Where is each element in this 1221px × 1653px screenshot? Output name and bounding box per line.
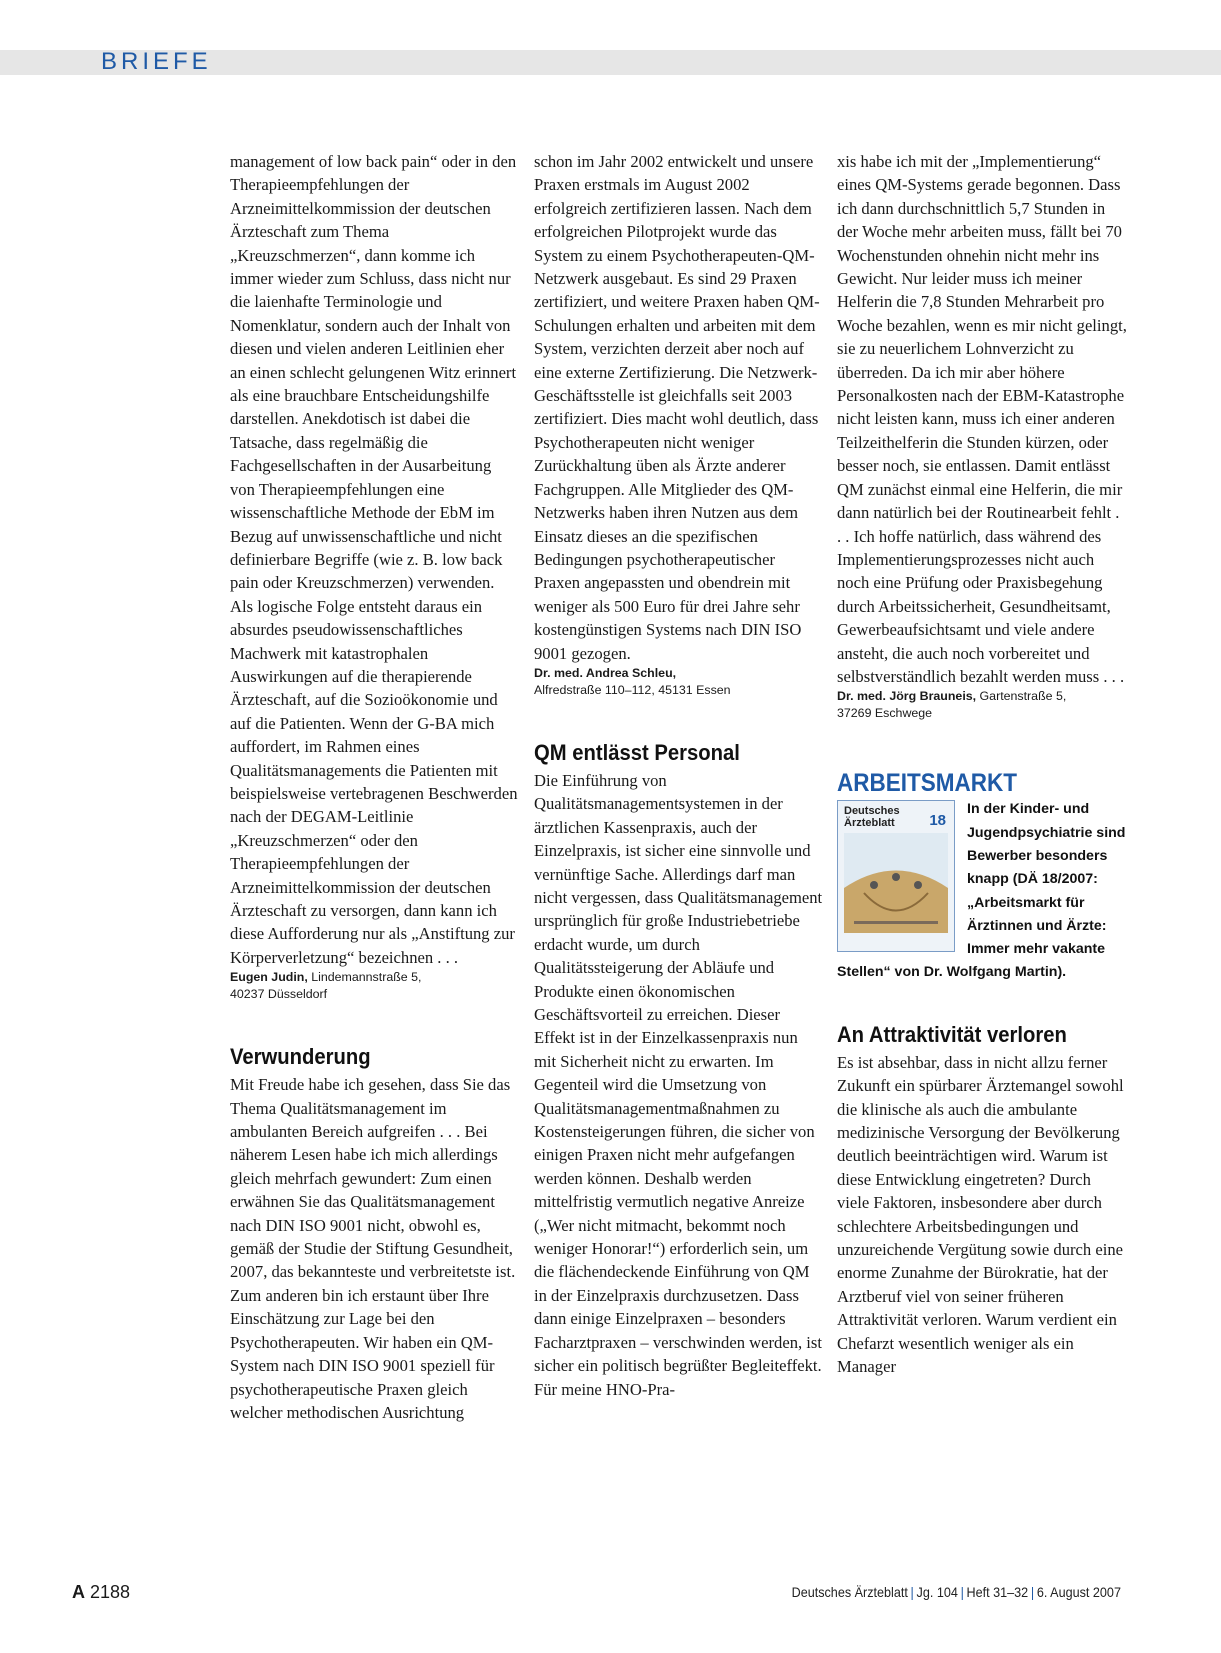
magazine-cover-image: [837, 800, 955, 952]
letter-signature: [534, 665, 824, 699]
page-number-value: 2188: [90, 1582, 131, 1602]
cover-title-line-1: Deutsches: [844, 805, 900, 818]
letter-heading: Verwunderung: [230, 1044, 371, 1070]
author-address: Alfredstraße 110–112, 45131 Essen: [534, 682, 731, 697]
author-name: Eugen Judin,: [230, 970, 308, 985]
column-2: [534, 150, 824, 1401]
author-city: 37269 Eschwege: [837, 706, 933, 721]
letter-text: management of low back pain“ oder in den Therapieempfehlungen der Arzneimittelkommission der deutschen Ärzteschaft zum Thema „Kreuzschmerzen“, dann komme ich immer wieder zum Schluss, dass nicht nur die laienhafte Terminologie und Nomenklatur, sondern auch der Inhalt von diesen und vielen anderen Leitlinien eher an einen schlecht gelungenen Witz erinnert als eine brauchbare Entscheidungshilfe darstellen. Anekdotisch ist dabei die Tatsache, dass regelmäßig die Fachgesellschaften in der Ausarbeitung von Therapieempfehlungen eine wissenschaftliche Methode der EbM im Bezug auf unwissenschaftliche und nicht definierbare Begriffe (wie z. B. low back pain oder Kreuzschmerzen) verwenden. Als logische Folge entsteht daraus ein absurdes pseudowissenschaftliches Machwerk mit katastrophalen Auswirkungen auf die therapierende Ärzteschaft, auf die Sozioökonomie und auf die Patienten. Wenn der G-BA mich auffordert, im Rahmen eines Qualitätsmanagements die Patienten mit beispielsweise vertebragenen Beschwerden nach der DEGAM-Leitlinie „Kreuzschmerzen“ oder den Therapieempfehlungen der Arzneimittelkommission der deutschen Ärzteschaft zu versorgen, dann kann ich diese Aufforderung nur als „Anstiftung zur Körperverletzung“ bezeichnen . . .: [230, 152, 518, 967]
column-3: [837, 150, 1127, 1378]
journal-date: 6. August 2007: [1036, 1584, 1121, 1600]
arbeitsmarkt-box: [837, 798, 1127, 984]
section-label: BRIEFE: [101, 48, 212, 75]
letter-signature: [230, 969, 520, 1003]
letter-heading: QM entlässt Personal: [534, 739, 740, 765]
letter-text: schon im Jahr 2002 entwickelt und unsere Praxen erstmals im August 2002 erfolgreich zertifizieren lassen. Nach dem erfolgreichen Pilotprojekt wurde das System zu einem Psychotherapeuten-QM-Netzwerk ausgebaut. Es sind 29 Praxen zertifiziert, und weitere Praxen haben QM-Schulungen erhalten und arbeiten mit dem System, verzichten derzeit aber noch auf eine externe Zertifizierung. Die Netzwerk-Geschäftsstelle ist gleichfalls seit 2003 zertifiziert. Dies macht wohl deutlich, dass Psychotherapeuten nicht weniger Zurückhaltung üben als Ärzte anderer Fachgruppen. Alle Mitglieder des QM-Netzwerks haben ihren Nutzen aus dem Einsatz dieses an die spezifischen Bedingungen psychotherapeutischer Praxen angepassten und obendrein mit weniger als 500 Euro für drei Jahre sehr kostengünstigen Systems nach DIN ISO 9001 gezogen.: [534, 152, 820, 663]
author-address: Gartenstraße 5,: [976, 689, 1067, 704]
journal-issue: Heft 31–32: [966, 1584, 1029, 1600]
column-1: [230, 150, 520, 1424]
author-address: Lindemannstraße 5,: [307, 970, 422, 985]
page-number: [72, 1582, 130, 1603]
author-name: Dr. med. Andrea Schleu,: [534, 665, 677, 680]
letter-heading: An Attraktivität verloren: [837, 1021, 1067, 1047]
letter-text: xis habe ich mit der „Implementierung“ eines QM-Systems gerade begonnen. Dass ich dann durchschnittlich 5,7 Stunden in der Woche mehr arbeiten muss, fällt bei 70 Wochenstunden ohnehin nicht mehr ins Gewicht. Nur leider muss ich meiner Helferin die 7,8 Stunden Mehrarbeit pro Woche bezahlen, wenn es mir nicht gelingt, sie zu neuerlichem Lohnverzicht zu überreden. Da ich mir aber höhere Personalkosten nach der EBM-Katastrophe nicht leisten kann, muss ich einer anderen Teilzeithelferin die Stunden kürzen, oder besser noch, sie entlassen. Damit entlässt QM zunächst einmal eine Helferin, die mir dann natürlich bei der Routinearbeit fehlt . . . Ich hoffe natürlich, dass während des Implementierungsprozesses nicht auch noch eine Prüfung oder Praxisbegehung durch Arbeitssicherheit, Gesundheitsamt, Gewerbeaufsichtsamt und viele andere ansteht, die auch noch vorbereitet und selbstverständlich bezahlt werden muss . . .: [837, 152, 1127, 686]
journal-footer: Deutsches Ärzteblatt | Jg. 104 | Heft 31–32 | 6. August 2007: [791, 1584, 1121, 1600]
letter-signature: [837, 688, 1127, 722]
letter-text: Mit Freude habe ich gesehen, dass Sie das Thema Qualitätsmanagement im ambulanten Bereich aufgreifen . . . Bei näherem Lesen habe ich mich allerdings gleich mehrfach gewundert: Zum einen erwähnen Sie das Qualitätsmanagement nach DIN ISO 9001 nicht, obwohl es, gemäß der Studie der Stiftung Gesundheit, 2007, das bekannteste und verbreitetste ist. Zum anderen bin ich erstaunt über Ihre Einschätzung zur Lage bei den Psychotherapeuten. Wir haben ein QM-System nach DIN ISO 9001 speziell für psychotherapeutische Praxen gleich welcher methodischen Ausrichtung: [230, 1075, 516, 1422]
cover-illustration: [844, 833, 948, 933]
cover-issue-number: 18: [929, 812, 946, 830]
author-city: 40237 Düsseldorf: [230, 987, 328, 1002]
letter-text: Es ist absehbar, dass in nicht allzu ferner Zukunft ein spürbarer Ärztemangel sowohl die klinische als auch die ambulante medizinische Versorgung der Bevölkerung deutlich beeinträchtigen wird. Warum ist diese Entwicklung eingetreten? Durch viele Faktoren, insbesondere aber durch schlechtere Arbeitsbedingungen und unzureichende Vergütung sowie durch eine enorme Zunahme der Bürokratie, hat der Arztberuf viel von seiner früheren Attraktivität verloren. Warum verdient ein Chefarzt wesentlich weniger als ein Manager: [837, 1052, 1124, 1376]
author-name: Dr. med. Jörg Brauneis,: [837, 689, 977, 704]
letter-text: Die Einführung von Qualitätsmanagementsystemen in der ärztlichen Kassenpraxis, auch der Einzelpraxis, ist sicher eine sinnvolle und vernünftige Sache. Allerdings darf man nicht vergessen, dass Qualitätsmanagement ursprünglich für große Industriebetriebe erdacht wurde, um durch Qualitätssteigerung der Abläufe und Produkte einen ökonomischen Geschäftsvorteil zu erreichen. Dieser Effekt ist in der Einzelkassenpraxis nun mit Sicherheit nicht zu erwarten. Im Gegenteil wird die Umsetzung von Qualitätsmanagementmaßnahmen zu Kostensteigerungen führen, die sicher von einigen Praxen nicht mehr aufgefangen werden können. Deshalb werden mittelfristig vermutlich negative Anreize („Wer nicht mitmacht, bekommt noch weniger Honorar!“) erforderlich sein, um die flächendeckende Einführung von QM in der Einzelpraxis durchzusetzen. Dass dann einige Einzelpraxen – besonders Facharztpraxen – verschwinden werden, ist sicher ein politisch begrüßter Begleiteffekt. Für meine HNO-Pra-: [534, 770, 823, 1399]
arbeitsmarkt-text: In der Kinder- und Jugendpsychiatrie sind Bewerber besonders knapp (DÄ 18/2007: „Arbeitsmarkt für Ärztinnen und Ärzte: Immer mehr vakante Stellen“ von Dr. Wolfgang Martin).: [837, 801, 1126, 981]
cover-title-line-2: Ärzteblatt: [844, 817, 895, 830]
journal-name: Deutsches Ärzteblatt: [791, 1584, 908, 1600]
cover-title: [844, 805, 900, 829]
page-prefix: A: [72, 1582, 85, 1602]
arbeitsmarkt-title: ARBEITSMARKT: [837, 769, 1017, 798]
journal-volume: Jg. 104: [916, 1584, 958, 1600]
